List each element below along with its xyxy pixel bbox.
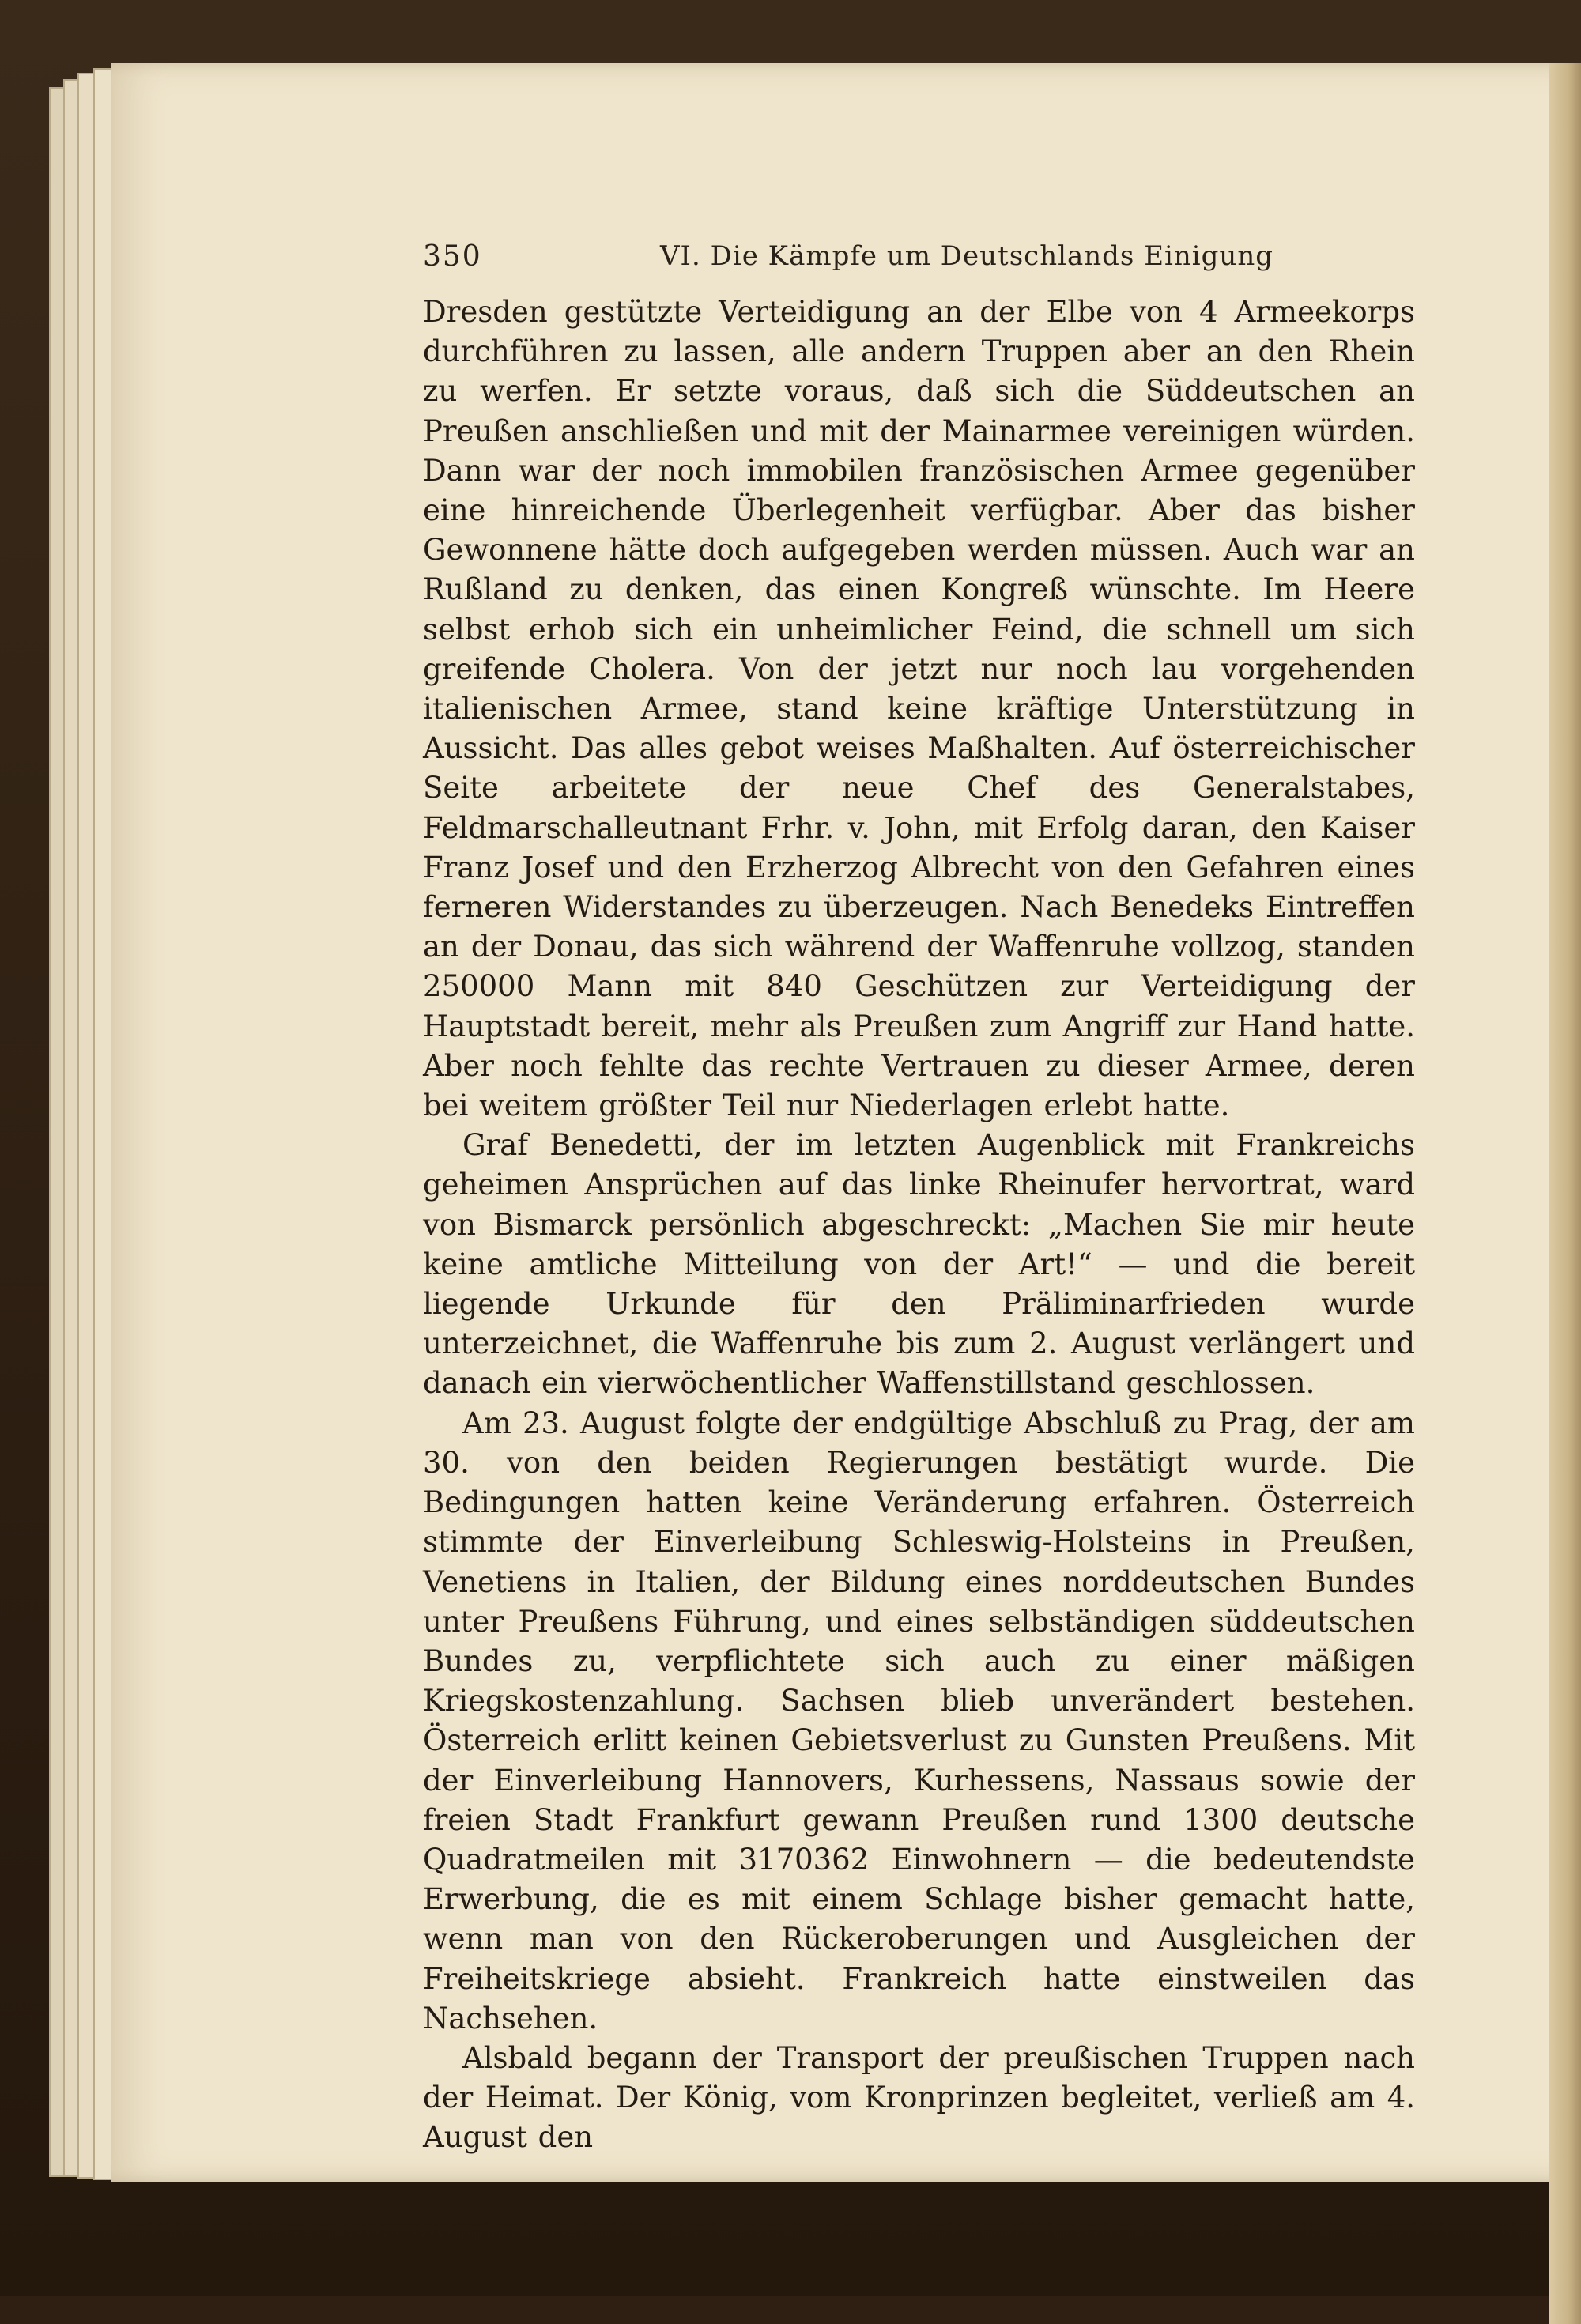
running-header	[423, 237, 1419, 285]
running-head-title: VI. Die Kämpfe um Deutschlands Einigung	[660, 240, 1273, 272]
paragraph: Alsbald begann der Transport der preußischen Truppen nach der Heimat. Der König, vom Kronprinzen begleitet, verließ am 4. August den	[423, 2040, 1415, 2155]
page-number: 350	[423, 240, 482, 273]
body-text	[423, 292, 1415, 2158]
paragraph: Dresden gestützte Verteidigung an der Elbe von 4 Armeekorps durchführen zu lassen, alle andern Truppen aber an den Rhein zu werfen. Er setzte voraus, daß sich die Süddeutschen an Preußen anschließen und mit der Mainarmee vereinigen würden. Dann war der noch immobilen französischen Armee gegenüber eine hinreichende Überlegenheit verfügbar. Aber das bisher Gewonnene hätte doch aufgegeben werden müssen. Auch war an Rußland zu denken, das einen Kongreß wünschte. Im Heere selbst erhob sich ein unheimlicher Feind, die schnell um sich greifende Cholera. Von der jetzt nur noch lau vorgehenden italienischen Armee, stand keine kräftige Unterstützung in Aussicht. Das alles gebot weises Maßhalten. Auf österreichischer Seite arbeitete der neue Chef des Generalstabes, Feldmarschalleutnant Frhr. v. John, mit Erfolg daran, den Kaiser Franz Josef und den Erzherzog Albrecht von den Gefahren eines ferneren Widerstandes zu überzeugen. Nach Benedeks Eintreffen an der Donau, das sich während der Waffenruhe vollzog, standen 250000 Mann mit 840 Geschützen zur Verteidigung der Hauptstadt bereit, mehr als Preußen zum Angriff zur Hand hatte. Aber noch fehlte das rechte Vertrauen zu dieser Armee, deren bei weitem größter Teil nur Niederlagen erlebt hatte.	[423, 295, 1415, 1123]
paragraph: Graf Benedetti, der im letzten Augenblick mit Frankreichs geheimen Ansprüchen auf das linke Rheinufer hervortrat, ward von Bismarck persönlich abgeschreckt: „Machen Sie mir heute keine amtliche Mitteilung von der Art!“ — und die bereit liegende Urkunde für den Präliminarfrieden wurde unterzeichnet, die Waffenruhe bis zum 2. August verlängert und danach ein vierwöchentlicher Waffenstillstand geschlossen.	[423, 1128, 1415, 1401]
facing-page-edge	[1549, 63, 1581, 2324]
paragraph: Am 23. August folgte der endgültige Abschluß zu Prag, der am 30. von den beiden Regierungen bestätigt wurde. Die Bedingungen hatten keine Veränderung erfahren. Österreich stimmte der Einverleibung Schleswig-Holsteins in Preußen, Venetiens in Italien, der Bildung eines norddeutschen Bundes unter Preußens Führung, und eines selbständigen süddeutschen Bundes zu, verpflichtete sich auch zu einer mäßigen Kriegskostenzahlung. Sachsen blieb unverändert bestehen. Österreich erlitt keinen Gebietsverlust zu Gunsten Preußens. Mit der Einverleibung Hannovers, Kurhessens, Nassaus sowie der freien Stadt Frankfurt gewann Preußen rund 1300 deutsche Quadratmeilen mit 3170362 Einwohnern — die bedeutendste Erwerbung, die es mit einem Schlage bisher gemacht hatte, wenn man von den Rückeroberungen und Ausgleichen der Freiheitskriege absieht. Frankreich hatte einstweilen das Nachsehen.	[423, 1405, 1415, 2035]
